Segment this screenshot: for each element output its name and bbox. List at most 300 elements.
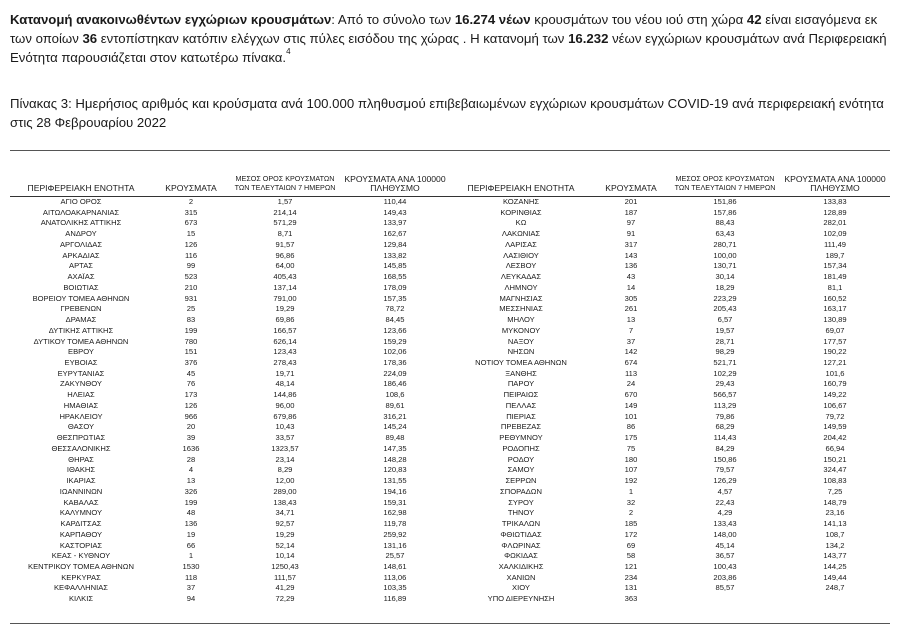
cell-cases: 363 <box>624 594 638 604</box>
cell-per-100k: 81,1 <box>827 282 843 292</box>
cell-unit-name: ΧΑΛΚΙΔΙΚΗΣ <box>498 561 544 571</box>
cell-cases: 192 <box>624 476 638 486</box>
table-row <box>10 379 890 390</box>
cell-unit-name: ΝΟΤΙΟΥ ΤΟΜΕΑ ΑΘΗΝΩΝ <box>475 358 567 368</box>
cell-cases: 113 <box>624 368 638 378</box>
cell-avg-7d: 22,43 <box>715 497 735 507</box>
cell-unit-name: ΛΗΜΝΟΥ <box>504 282 538 292</box>
cell-avg-7d: 48,14 <box>275 379 295 389</box>
cell-avg-7d: 72,29 <box>275 594 295 604</box>
cell-avg-7d: 157,86 <box>713 207 737 217</box>
cell-unit-name: ΦΛΩΡΙΝΑΣ <box>501 540 541 550</box>
cell-per-100k: 145,24 <box>383 422 407 432</box>
cell-cases: 780 <box>184 336 198 346</box>
cell-avg-7d: 33,57 <box>275 433 295 443</box>
cell-cases: 32 <box>626 497 636 507</box>
cell-per-100k: 159,31 <box>383 497 407 507</box>
cell-unit-name: ΓΡΕΒΕΝΩΝ <box>60 304 102 314</box>
cell-unit-name: ΕΥΒΟΙΑΣ <box>64 358 98 368</box>
cell-avg-7d: 1323,57 <box>271 443 299 453</box>
cell-unit-name: ΡΟΔΟΠΗΣ <box>502 443 540 453</box>
table-bottom-rule <box>10 623 890 624</box>
cell-cases: 199 <box>184 325 198 335</box>
table-row <box>10 476 890 487</box>
cell-per-100k: 108,7 <box>825 529 845 539</box>
cell-avg-7d: 34,71 <box>275 508 295 518</box>
cell-cases: 107 <box>624 465 638 475</box>
cell-per-100k: 148,61 <box>383 561 407 571</box>
cell-unit-name: ΤΗΝΟΥ <box>507 508 535 518</box>
intro-gates: 36 <box>82 31 98 47</box>
cell-per-100k: 149,43 <box>383 207 407 217</box>
table-row <box>10 444 890 455</box>
table-row <box>10 347 890 358</box>
cell-per-100k: 248,7 <box>825 583 845 593</box>
cell-unit-name: ΕΒΡΟΥ <box>68 347 94 357</box>
cell-avg-7d: 19,57 <box>715 325 735 335</box>
cell-unit-name: ΑΡΓΟΛΙΔΑΣ <box>59 239 103 249</box>
cell-per-100k: 119,78 <box>383 519 407 529</box>
cell-per-100k: 84,45 <box>385 315 405 325</box>
cell-unit-name: ΥΠΟ ΔΙΕΡΕΥΝΗΣΗ <box>487 594 555 604</box>
cell-cases: 91 <box>626 229 636 239</box>
header-avg-line2: ΤΩΝ ΤΕΛΕΥΤΑΙΩΝ 7 ΗΜΕΡΩΝ <box>674 182 776 192</box>
cell-avg-7d: 100,00 <box>713 250 737 260</box>
cell-unit-name: ΧΙΟΥ <box>512 583 530 593</box>
cell-cases: 376 <box>184 358 198 368</box>
table-row <box>10 465 890 476</box>
cell-cases: 116 <box>184 250 198 260</box>
cell-unit-name: ΕΥΡΥΤΑΝΙΑΣ <box>57 368 105 378</box>
cell-per-100k: 120,83 <box>383 465 407 475</box>
cell-cases: 931 <box>184 293 198 303</box>
cell-avg-7d: 791,00 <box>273 293 297 303</box>
cell-cases: 326 <box>184 486 198 496</box>
intro-paragraph <box>10 10 890 68</box>
cell-cases: 4 <box>188 465 194 475</box>
cell-per-100k: 102,06 <box>383 347 407 357</box>
cell-unit-name: ΙΚΑΡΙΑΣ <box>66 476 96 486</box>
cell-per-100k: 108,6 <box>385 390 405 400</box>
cell-cases: 136 <box>184 519 198 529</box>
cell-per-100k: 177,57 <box>823 336 847 346</box>
cell-unit-name: ΣΑΜΟΥ <box>507 465 535 475</box>
cell-per-100k: 123,66 <box>383 325 407 335</box>
header-per-line1: ΚΡΟΥΣΜΑΤΑ ΑΝΑ 100000 <box>784 174 886 184</box>
cell-cases: 131 <box>624 583 638 593</box>
cell-avg-7d: 68,29 <box>715 422 735 432</box>
cell-avg-7d: 102,29 <box>713 368 737 378</box>
cell-avg-7d: 12,00 <box>275 476 295 486</box>
cell-avg-7d: 100,43 <box>713 561 737 571</box>
intro-domestic: 16.232 <box>568 31 609 47</box>
cell-cases: 523 <box>184 272 198 282</box>
cell-avg-7d: 126,29 <box>713 476 737 486</box>
cell-per-100k: 108,83 <box>823 476 847 486</box>
cell-per-100k: 190,22 <box>823 347 847 357</box>
cell-per-100k: 147,35 <box>383 443 407 453</box>
cell-avg-7d: 10,43 <box>275 422 295 432</box>
table-row <box>10 551 890 562</box>
cell-avg-7d: 23,14 <box>275 454 295 464</box>
header-per-line1: ΚΡΟΥΣΜΑΤΑ ΑΝΑ 100000 <box>344 174 446 184</box>
cell-unit-name: ΛΕΥΚΑΔΑΣ <box>500 272 542 282</box>
cell-unit-name: ΚΑΣΤΟΡΙΑΣ <box>59 540 103 550</box>
table-row <box>10 583 890 594</box>
cell-cases: 173 <box>184 390 198 400</box>
cell-per-100k: 113,06 <box>383 572 407 582</box>
cell-per-100k: 186,46 <box>383 379 407 389</box>
cell-avg-7d: 96,00 <box>275 400 295 410</box>
cell-avg-7d: 29,43 <box>715 379 735 389</box>
cell-cases: 315 <box>184 207 198 217</box>
table-row <box>10 326 890 337</box>
cell-cases: 2 <box>188 197 194 206</box>
table-row <box>10 197 890 208</box>
cell-per-100k: 79,72 <box>825 411 845 421</box>
cell-unit-name: ΦΩΚΙΔΑΣ <box>504 551 538 561</box>
table-row <box>10 390 890 401</box>
table-row <box>10 433 890 444</box>
cell-per-100k: 194,16 <box>383 486 407 496</box>
cell-avg-7d: 114,43 <box>713 433 737 443</box>
cell-per-100k: 148,28 <box>383 454 407 464</box>
cell-unit-name: ΜΕΣΣΗΝΙΑΣ <box>499 304 543 314</box>
cell-cases: 673 <box>184 218 198 228</box>
cell-avg-7d: 4,57 <box>717 486 733 496</box>
cell-per-100k: 78,72 <box>385 304 405 314</box>
cell-avg-7d: 79,86 <box>715 411 735 421</box>
intro-text: κρουσμάτων του νέου ιού στη χώρα <box>530 12 747 27</box>
cell-per-100k: 178,09 <box>383 282 407 292</box>
cell-avg-7d: 111,57 <box>273 572 297 582</box>
cell-cases: 39 <box>186 433 196 443</box>
cell-avg-7d: 150,86 <box>713 454 737 464</box>
cell-cases: 25 <box>186 304 196 314</box>
cell-unit-name: ΑΡΚΑΔΙΑΣ <box>62 250 100 260</box>
cell-avg-7d: 30,14 <box>715 272 735 282</box>
cell-avg-7d: 223,29 <box>713 293 737 303</box>
cell-cases: 317 <box>624 239 638 249</box>
cell-cases: 175 <box>624 433 638 443</box>
cell-unit-name: ΙΩΑΝΝΙΝΩΝ <box>59 486 103 496</box>
cell-avg-7d: 130,71 <box>713 261 737 271</box>
cell-unit-name: ΙΘΑΚΗΣ <box>66 465 96 475</box>
cell-per-100k: 149,59 <box>823 422 847 432</box>
cell-cases: 143 <box>624 250 638 260</box>
cell-cases: 185 <box>624 519 638 529</box>
cell-avg-7d: 85,57 <box>715 583 735 593</box>
cell-avg-7d: 133,43 <box>713 519 737 529</box>
cell-unit-name: ΛΕΣΒΟΥ <box>505 261 537 271</box>
cell-avg-7d: 36,57 <box>715 551 735 561</box>
cell-avg-7d: 521,71 <box>713 358 737 368</box>
cell-avg-7d: 18,29 <box>715 282 735 292</box>
cell-per-100k: 128,89 <box>823 207 847 217</box>
cell-per-100k: 23,16 <box>825 508 845 518</box>
footnote-ref[interactable]: 4 <box>286 47 291 57</box>
cell-unit-name: ΗΜΑΘΙΑΣ <box>63 400 99 410</box>
cell-cases: 69 <box>626 540 636 550</box>
table-row <box>10 240 890 251</box>
cell-avg-7d: 566,57 <box>713 390 737 400</box>
header-per-line2: ΠΛΗΘΥΣΜΟ <box>370 183 420 193</box>
cell-cases: 210 <box>184 282 198 292</box>
cell-cases: 142 <box>624 347 638 357</box>
cell-unit-name: ΚΕΝΤΡΙΚΟΥ ΤΟΜΕΑ ΑΘΗΝΩΝ <box>28 561 134 571</box>
cell-unit-name: ΠΡΕΒΕΖΑΣ <box>500 422 542 432</box>
cell-per-100k: 7,25 <box>827 486 843 496</box>
cell-avg-7d: 166,57 <box>273 325 297 335</box>
cell-cases: 180 <box>624 454 638 464</box>
table-row <box>10 251 890 262</box>
cell-avg-7d: 8,71 <box>277 229 293 239</box>
cell-cases: 1 <box>628 486 634 496</box>
cell-cases: 99 <box>186 261 196 271</box>
header-per100k <box>340 175 450 193</box>
cell-per-100k: 129,84 <box>383 239 407 249</box>
cell-avg-7d: 96,86 <box>275 250 295 260</box>
cell-per-100k: 133,97 <box>383 218 407 228</box>
cell-cases: 13 <box>186 476 196 486</box>
cell-avg-7d: 8,29 <box>277 465 293 475</box>
cell-cases: 201 <box>624 197 638 206</box>
header-avg-line1: ΜΕΣΟΣ ΟΡΟΣ ΚΡΟΥΣΜΑΤΩΝ <box>235 174 335 183</box>
cell-avg-7d: 28,71 <box>715 336 735 346</box>
table-row <box>10 272 890 283</box>
cell-unit-name: ΚΩ <box>515 218 527 228</box>
cell-per-100k: 131,16 <box>383 540 407 550</box>
table-row <box>10 508 890 519</box>
header-unit: ΠΕΡΙΦΕΡΕΙΑΚΗ ΕΝΟΤΗΤΑ <box>467 183 575 193</box>
cell-avg-7d: 19,71 <box>275 368 295 378</box>
cell-cases: 1636 <box>182 443 200 453</box>
cell-avg-7d: 19,29 <box>275 529 295 539</box>
cell-cases: 97 <box>626 218 636 228</box>
cell-avg-7d: 137,14 <box>273 282 297 292</box>
cell-avg-7d: 123,43 <box>273 347 297 357</box>
cell-avg-7d: 278,43 <box>273 358 297 368</box>
cell-per-100k: 133,83 <box>823 197 847 206</box>
cell-per-100k: 131,55 <box>383 476 407 486</box>
table-row <box>10 519 890 530</box>
cell-unit-name: ΚΕΡΚΥΡΑΣ <box>61 572 101 582</box>
cell-avg-7d: 19,29 <box>275 304 295 314</box>
cell-unit-name: ΘΕΣΠΡΩΤΙΑΣ <box>56 433 106 443</box>
table-row <box>10 401 890 412</box>
cell-cases: 76 <box>186 379 196 389</box>
cell-cases: 66 <box>186 540 196 550</box>
cell-avg-7d: 91,57 <box>275 239 295 249</box>
cell-cases: 2 <box>628 508 634 518</box>
cell-avg-7d: 205,43 <box>713 304 737 314</box>
intro-text: : Από το σύνολο των <box>331 12 455 27</box>
cell-avg-7d: 63,43 <box>715 229 735 239</box>
cell-cases: 121 <box>624 561 638 571</box>
header-avg-line2: ΤΩΝ ΤΕΛΕΥΤΑΙΩΝ 7 ΗΜΕΡΩΝ <box>234 182 336 192</box>
cell-unit-name: ΠΕΛΛΑΣ <box>505 400 537 410</box>
cell-avg-7d: 69,86 <box>275 315 295 325</box>
cell-per-100k: 160,79 <box>823 379 847 389</box>
cell-unit-name: ΒΟΙΩΤΙΑΣ <box>63 282 99 292</box>
cell-cases: 172 <box>624 529 638 539</box>
cell-cases: 126 <box>184 239 198 249</box>
cell-unit-name: ΔΥΤΙΚΟΥ ΤΟΜΕΑ ΑΘΗΝΩΝ <box>33 336 129 346</box>
cell-unit-name: ΦΘΙΩΤΙΔΑΣ <box>500 529 542 539</box>
table-row <box>10 337 890 348</box>
cell-avg-7d: 52,14 <box>275 540 295 550</box>
cell-per-100k: 157,34 <box>823 261 847 271</box>
cell-per-100k: 144,25 <box>823 561 847 571</box>
cell-cases: 15 <box>186 229 196 239</box>
cell-avg-7d: 84,29 <box>715 443 735 453</box>
cell-avg-7d: 289,00 <box>273 486 297 496</box>
cell-avg-7d: 1,57 <box>277 197 293 206</box>
cell-cases: 234 <box>624 572 638 582</box>
cell-per-100k: 163,17 <box>823 304 847 314</box>
header-avg <box>670 175 780 192</box>
cell-unit-name: ΛΑΚΩΝΙΑΣ <box>501 229 541 239</box>
cell-per-100k: 116,89 <box>383 594 407 604</box>
cell-avg-7d: 88,43 <box>715 218 735 228</box>
cell-unit-name: ΘΑΣΟΥ <box>67 422 95 432</box>
table-row <box>10 208 890 219</box>
cell-cases: 261 <box>624 304 638 314</box>
cell-unit-name: ΘΕΣΣΑΛΟΝΙΚΗΣ <box>51 443 111 453</box>
cell-avg-7d: 626,14 <box>273 336 297 346</box>
cell-unit-name: ΜΥΚΟΝΟΥ <box>501 325 541 335</box>
cell-avg-7d: 4,29 <box>717 508 733 518</box>
table-row <box>10 412 890 423</box>
intro-new-cases: 16.274 νέων <box>454 12 531 27</box>
cell-cases: 86 <box>626 422 636 432</box>
cell-unit-name: ΑΧΑΪΑΣ <box>67 272 95 282</box>
table-row <box>10 229 890 240</box>
cell-per-100k: 143,77 <box>823 551 847 561</box>
cell-cases: 94 <box>186 594 196 604</box>
cell-per-100k: 157,35 <box>383 293 407 303</box>
cell-cases: 674 <box>624 358 638 368</box>
cell-unit-name: ΛΑΡΙΣΑΣ <box>505 239 537 249</box>
cell-cases: 48 <box>186 508 196 518</box>
cell-per-100k: 324,47 <box>823 465 847 475</box>
cell-cases: 13 <box>626 315 636 325</box>
header-per100k <box>780 175 890 193</box>
cell-unit-name: ΣΕΡΡΩΝ <box>505 476 537 486</box>
table-row <box>10 487 890 498</box>
cell-per-100k: 141,13 <box>823 519 847 529</box>
cell-unit-name: ΜΗΛΟΥ <box>507 315 535 325</box>
intro-text: εντοπίστηκαν κατόπιν ελέγχων στις πύλες εισόδου της χώρας . Η κατανομή των <box>97 31 569 47</box>
cell-avg-7d: 92,57 <box>275 519 295 529</box>
table-caption: Πίνακας 3: Ημερήσιος αριθμός και κρούσματα ανά 100.000 πληθυσμού επιβεβαιωμένων εγχώριων κρουσμάτων COVID-19 ανά περιφερειακή ενότητα στις 28 Φεβρουαρίου 2022 <box>10 96 884 130</box>
cell-unit-name: ΡΟΔΟΥ <box>507 454 535 464</box>
cell-avg-7d: 1250,43 <box>271 561 299 571</box>
cell-unit-name: ΤΡΙΚΑΛΩΝ <box>501 519 541 529</box>
cell-per-100k: 150,21 <box>823 454 847 464</box>
cell-unit-name: ΚΑΡΠΑΘΟΥ <box>59 529 103 539</box>
cell-per-100k: 282,01 <box>823 218 847 228</box>
cell-unit-name: ΠΕΙΡΑΙΩΣ <box>503 390 539 400</box>
cell-per-100k: 134,2 <box>825 540 845 550</box>
cell-avg-7d: 405,43 <box>273 272 297 282</box>
table-row <box>10 218 890 229</box>
cell-unit-name: ΝΗΣΩΝ <box>507 347 535 357</box>
cell-unit-name: ΑΝΑΤΟΛΙΚΗΣ ΑΤΤΙΚΗΣ <box>40 218 122 228</box>
intro-text: νέων εγχώριων κρουσμάτων ανά Περιφερειακή Ενότητα παρουσιάζεται στον κατωτέρω πίνακα. <box>10 31 887 66</box>
cell-cases: 7 <box>628 325 634 335</box>
cell-unit-name: ΒΟΡΕΙΟΥ ΤΟΜΕΑ ΑΘΗΝΩΝ <box>32 293 130 303</box>
cell-unit-name: ΖΑΚΥΝΘΟΥ <box>60 379 102 389</box>
table-body <box>10 197 890 605</box>
cell-unit-name: ΑΝΔΡΟΥ <box>65 229 97 239</box>
cell-unit-name: ΑΡΤΑΣ <box>69 261 93 271</box>
cell-per-100k: 316,21 <box>383 411 407 421</box>
cell-per-100k: 102,09 <box>823 229 847 239</box>
cell-cases: 1530 <box>182 561 200 571</box>
cell-cases: 187 <box>624 207 638 217</box>
cell-cases: 118 <box>184 572 198 582</box>
cell-cases: 14 <box>626 282 636 292</box>
cell-per-100k: 110,44 <box>383 197 407 206</box>
cell-cases: 43 <box>626 272 636 282</box>
cell-per-100k: 69,07 <box>825 325 845 335</box>
intro-text: είναι εισαγόμενα εκ των οποίων <box>10 12 878 47</box>
table-row <box>10 261 890 272</box>
cell-unit-name: ΠΙΕΡΙΑΣ <box>506 411 536 421</box>
cell-per-100k: 89,61 <box>385 400 405 410</box>
table-row <box>10 455 890 466</box>
cell-cases: 37 <box>186 583 196 593</box>
cell-unit-name: ΗΛΕΙΑΣ <box>67 390 95 400</box>
cell-per-100k: 160,52 <box>823 293 847 303</box>
cell-unit-name: ΛΑΣΙΘΙΟΥ <box>503 250 539 260</box>
cell-unit-name: ΚΕΑΣ - ΚΥΘΝΟΥ <box>51 551 111 561</box>
table-row <box>10 594 890 605</box>
cell-unit-name: ΚΙΛΚΙΣ <box>68 594 94 604</box>
cell-unit-name: ΣΥΡΟΥ <box>508 497 534 507</box>
cell-unit-name: ΚΕΦΑΛΛΗΝΙΑΣ <box>53 583 109 593</box>
cell-unit-name: ΑΓΙΟ ΟΡΟΣ <box>60 197 102 206</box>
cell-avg-7d: 113,29 <box>713 400 737 410</box>
cell-per-100k: 130,89 <box>823 315 847 325</box>
table-row <box>10 283 890 294</box>
cell-cases: 199 <box>184 497 198 507</box>
cell-cases: 149 <box>624 400 638 410</box>
cell-cases: 136 <box>624 261 638 271</box>
cell-avg-7d: 41,29 <box>275 583 295 593</box>
cell-unit-name: ΞΑΝΘΗΣ <box>505 368 537 378</box>
cell-per-100k: 178,36 <box>383 358 407 368</box>
cell-per-100k: 127,21 <box>823 358 847 368</box>
cell-unit-name: ΠΑΡΟΥ <box>507 379 535 389</box>
cell-per-100k: 148,79 <box>823 497 847 507</box>
cell-cases: 966 <box>184 411 198 421</box>
intro-heading: Κατανομή ανακοινωθέντων εγχώριων κρουσμάτων <box>10 12 332 27</box>
table-row <box>10 304 890 315</box>
cell-avg-7d: 6,57 <box>717 315 733 325</box>
cell-unit-name: ΜΑΓΝΗΣΙΑΣ <box>499 293 543 303</box>
cell-cases: 58 <box>626 551 636 561</box>
cell-avg-7d: 64,00 <box>275 261 295 271</box>
cell-cases: 151 <box>184 347 198 357</box>
cell-avg-7d: 45,14 <box>715 540 735 550</box>
cell-unit-name: ΚΑΡΔΙΤΣΑΣ <box>60 519 102 529</box>
cell-per-100k: 224,09 <box>383 368 407 378</box>
table-row <box>10 422 890 433</box>
cell-cases: 45 <box>186 368 196 378</box>
header-unit: ΠΕΡΙΦΕΡΕΙΑΚΗ ΕΝΟΤΗΤΑ <box>27 183 135 193</box>
